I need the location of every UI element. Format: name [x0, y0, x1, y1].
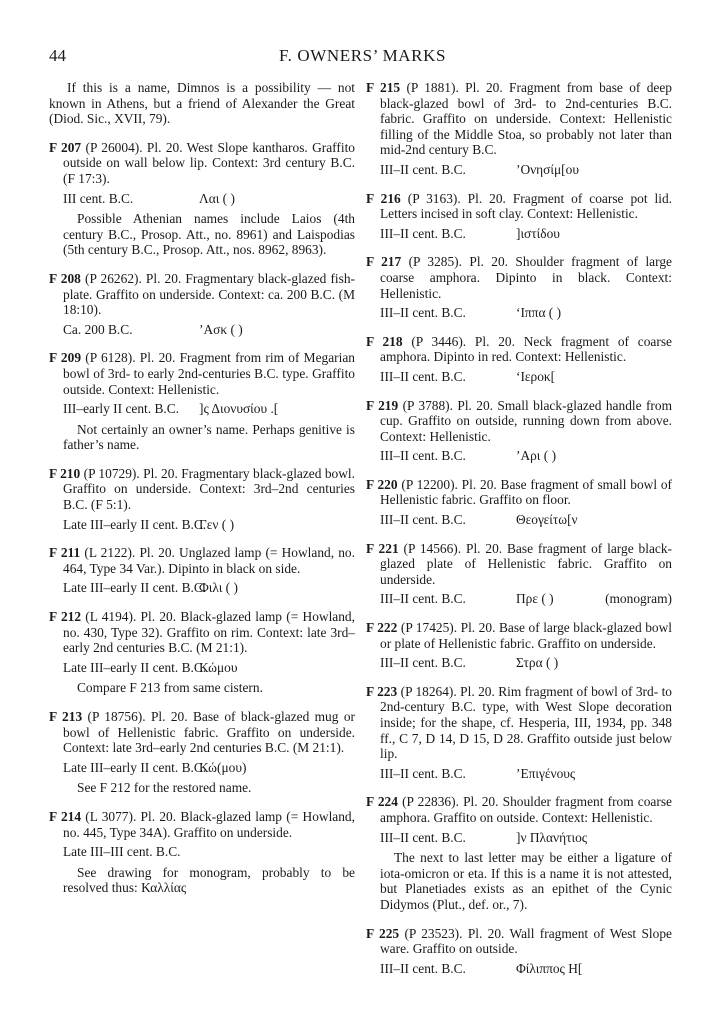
- catalogue-entry: [366, 191, 672, 242]
- entry-meta: [49, 760, 355, 776]
- entry-text: (P 18756). Pl. 20. Base of black-glazed mug or bowl of Hellenistic fabric. Graffito on underside. Context: late 3rd–early 2nd centuries B.C. (M 21:1).: [63, 709, 355, 756]
- page-number: 44: [49, 46, 66, 65]
- entry-text: (P 23523). Pl. 20. Wall fragment of West Slope ware. Graffito on outside.: [380, 925, 672, 957]
- entry-id: F 207: [49, 139, 82, 155]
- entry-inscription: ‘Ιππα ( ): [516, 305, 562, 321]
- entry-inscription: ]ς Διονυσίου .[: [199, 401, 279, 417]
- entry-meta: [366, 369, 672, 385]
- entry-note: See drawing for monogram, probably to be resolved thus: Καλλίας: [63, 864, 355, 896]
- entry-date: Late III–early II cent. B.C.: [63, 759, 207, 775]
- entry-text: (P 18264). Pl. 20. Rim fragment of bowl of 3rd- to 2nd-century B.C. type, with West Slope decoration inside; for the shape, cf. Hesperia, III, 1934, pp. 348 ff., C 7, D 14, D 15, D 28. Graffito outside just below lip.: [380, 683, 672, 762]
- catalogue-entry: [366, 334, 672, 385]
- entry-date: III–early II cent. B.C.: [63, 401, 180, 417]
- entry-inscription: Πρε ( ): [516, 591, 554, 607]
- entry-date: Ca. 200 B.C.: [63, 321, 133, 337]
- entry-id: F 213: [49, 709, 83, 724]
- entry-id: F 220: [366, 476, 398, 492]
- entry-inscription: Λαι ( ): [199, 190, 235, 206]
- entry-description: [366, 334, 672, 365]
- entry-text: (P 3788). Pl. 20. Small black-glazed handle from cup. Graffito on outside, running down from above. Context: Hellenistic.: [380, 397, 672, 444]
- entry-date: III–II cent. B.C.: [380, 765, 466, 781]
- entry-id: F 221: [366, 540, 399, 556]
- entry-description: [49, 545, 355, 576]
- entry-meta: [49, 844, 355, 860]
- catalogue-entry: [366, 541, 672, 607]
- entry-description: [49, 350, 355, 397]
- entry-text: (P 6128). Pl. 20. Fragment from rim of Megarian bowl of 3rd- to early 2nd-centuries B.C. type. Graffito outside. Context: Hellenistic.: [63, 350, 355, 397]
- catalogue-entry: [366, 398, 672, 464]
- entry-inscription: Κώμου: [199, 659, 238, 675]
- entry-date: III–II cent. B.C.: [380, 829, 466, 845]
- entry-description: [366, 80, 672, 158]
- entry-date: III–II cent. B.C.: [380, 512, 466, 528]
- catalogue-entry: [366, 254, 672, 320]
- catalogue-entry: [49, 350, 355, 453]
- entry-meta: [366, 448, 672, 464]
- entry-meta: [366, 830, 672, 846]
- catalogue-entry: [366, 620, 672, 671]
- entry-id: F 214: [49, 808, 82, 824]
- catalogue-entry: [366, 926, 672, 977]
- entry-date: III–II cent. B.C.: [380, 591, 466, 607]
- entry-text: (P 1881). Pl. 20. Fragment from base of deep black-glazed bowl of 3rd- to 2nd-centuries B.C. fabric. Graffito on underside. Context: Hellenistic filling of the Middle Stoa, so probably not later than mid-2nd century B.C.: [380, 80, 672, 158]
- entry-id: F 211: [49, 545, 81, 561]
- right-entries: [366, 80, 672, 976]
- entry-id: F 216: [366, 190, 401, 206]
- entry-note: The next to last letter may be either a ligature of iota-omicron or eta. If this is a name it is not attested, but Planetiades exists as an epithet of the Cynic Didymos (Plut., def. or., 7).: [380, 850, 672, 912]
- catalogue-entry: [366, 477, 672, 528]
- entry-id: F 218: [366, 333, 403, 349]
- entry-note: Compare F 213 from same cistern.: [77, 680, 263, 696]
- entry-text: (L 3077). Pl. 20. Black-glazed lamp (= Howland, no. 445, Type 34A). Graffito on underside.: [63, 808, 355, 840]
- entry-id: F 224: [366, 794, 398, 810]
- catalogue-entry: [366, 794, 672, 912]
- entry-inscription: ’Επιγένους: [516, 765, 576, 781]
- entry-date: Late III–early II cent. B.C.: [63, 580, 207, 596]
- entry-inscription: Στρα ( ): [516, 655, 559, 671]
- entry-date: III–II cent. B.C.: [380, 225, 466, 241]
- entry-meta: [49, 580, 355, 596]
- entry-text: (P 26004). Pl. 20. West Slope kantharos. Graffito outside on wall below lip. Context: 3rd century B.C. (F 17:3).: [63, 139, 355, 186]
- entry-date: Late III–early II cent. B.C.: [63, 659, 207, 675]
- entry-date: III–II cent. B.C.: [380, 448, 466, 464]
- entry-id: F 210: [49, 465, 81, 481]
- entry-text: (L 4194). Pl. 20. Black-glazed lamp (= Howland, no. 430, Type 32). Graffito on rim. Context: late 3rd–early 2nd centuries B.C. (M 21:1).: [63, 609, 355, 656]
- entry-id: F 215: [366, 80, 401, 95]
- entry-meta: [49, 322, 355, 338]
- entry-id: F 225: [366, 925, 400, 941]
- catalogue-entry: [49, 466, 355, 532]
- entry-description: [49, 466, 355, 513]
- entry-inscription: ]ιστίδου: [516, 225, 560, 241]
- entry-date: III–II cent. B.C.: [380, 960, 466, 976]
- entry-extra: (monogram): [605, 591, 672, 607]
- entry-meta: [49, 660, 355, 676]
- entry-description: [366, 794, 672, 825]
- entry-inscription: ]ν Πλανήτιος: [516, 829, 588, 845]
- entry-inscription: ’Ασκ ( ): [199, 321, 243, 337]
- entry-description: [366, 541, 672, 588]
- entry-id: F 222: [366, 620, 398, 636]
- left-column: [49, 80, 355, 896]
- catalogue-entry: [49, 545, 355, 596]
- entry-inscription: Φιλι ( ): [199, 580, 238, 596]
- right-column: [366, 80, 672, 976]
- entry-id: F 212: [49, 609, 82, 625]
- intro-paragraph: If this is a name, Dimnos is a possibility — not known in Athens, but a friend of Alexander the Great (Diod. Sic., XVII, 79).: [49, 80, 355, 127]
- entry-meta: [49, 401, 355, 417]
- catalogue-entry: [366, 80, 672, 178]
- entry-description: [366, 191, 672, 222]
- entry-date: Late III–III cent. B.C.: [63, 844, 181, 860]
- entry-date: III–II cent. B.C.: [380, 161, 466, 177]
- entry-meta: [366, 512, 672, 528]
- entry-text: (P 3285). Pl. 20. Shoulder fragment of large coarse amphora. Dipinto in black. Context: Hellenistic.: [380, 254, 672, 301]
- entry-meta: [366, 961, 672, 977]
- entry-id: F 223: [366, 683, 398, 699]
- entry-text: (P 3446). Pl. 20. Neck fragment of coarse amphora. Dipinto in red. Context: Hellenistic.: [380, 333, 672, 365]
- entry-meta: [366, 591, 672, 607]
- entry-meta: [366, 766, 672, 782]
- entry-meta: [49, 191, 355, 207]
- entry-description: [366, 684, 672, 762]
- entry-id: F 217: [366, 254, 402, 270]
- entry-text: (P 17425). Pl. 20. Base of large black-glazed bowl or plate of Hellenistic fabric. Graffito on underside.: [380, 620, 672, 651]
- running-title: F. OWNERS’ MARKS: [278, 46, 447, 65]
- entry-description: [366, 254, 672, 301]
- entry-date: III cent. B.C.: [63, 190, 134, 206]
- entry-meta: [366, 305, 672, 321]
- entry-id: F 208: [49, 270, 81, 286]
- catalogue-entry: [49, 709, 355, 796]
- entry-id: F 209: [49, 350, 82, 366]
- entry-id: F 219: [366, 397, 399, 413]
- entry-text: (P 22836). Pl. 20. Shoulder fragment from coarse amphora. Graffito on outside. Context: Hellenistic.: [380, 794, 672, 825]
- entry-description: [49, 140, 355, 187]
- catalogue-entry: [49, 140, 355, 258]
- entry-description: [49, 271, 355, 318]
- entry-text: (P 10729). Pl. 20. Fragmentary black-glazed bowl. Graffito on underside. Context: 3rd–2nd centuries B.C. (F 5:1).: [63, 465, 355, 513]
- entry-inscription: Θεογείτω[ν: [516, 512, 578, 528]
- entry-inscription: ‘Ιεροκ[: [516, 368, 556, 384]
- entry-date: III–II cent. B.C.: [380, 305, 466, 321]
- catalogue-entry: [49, 271, 355, 337]
- entry-text: (L 2122). Pl. 20. Unglazed lamp (= Howland, no. 464, Type 34 Var.). Dipinto in black on side.: [63, 545, 355, 576]
- catalogue-entry: [366, 684, 672, 782]
- entry-meta: [49, 517, 355, 533]
- entry-description: [366, 477, 672, 508]
- entry-inscription: ’Ονησίμ[ου: [516, 161, 579, 177]
- entry-note: Possible Athenian names include Laios (4th century B.C., Prosop. Att., no. 8961) and Laispodias (5th century B.C., Prosop. Att., nos. 8962, 8963).: [63, 211, 355, 258]
- entry-description: [49, 809, 355, 840]
- entry-inscription: Κώ(μου): [199, 759, 247, 775]
- catalogue-entry: [49, 809, 355, 896]
- entry-meta: [366, 226, 672, 242]
- entry-inscription: ’Αρι ( ): [516, 448, 557, 464]
- entry-note: Not certainly an owner’s name. Perhaps genitive is father’s name.: [63, 421, 355, 453]
- left-entries: [49, 140, 355, 896]
- entry-text: (P 12200). Pl. 20. Base fragment of small bowl of Hellenistic fabric. Graffito on floor.: [380, 476, 672, 508]
- entry-note: See F 212 for the restored name.: [77, 780, 252, 796]
- entry-date: III–II cent. B.C.: [380, 655, 466, 671]
- entry-text: (P 14566). Pl. 20. Base fragment of large black-glazed plate of Hellenistic fabric. Graffito on underside.: [380, 540, 672, 587]
- entry-description: [49, 609, 355, 656]
- entry-date: III–II cent. B.C.: [380, 368, 466, 384]
- entry-meta: [366, 655, 672, 671]
- entry-text: (P 3163). Pl. 20. Fragment of coarse pot lid. Letters incised in soft clay. Context: Hellenistic.: [380, 190, 673, 222]
- entry-description: [366, 398, 672, 445]
- entry-inscription: Γεν ( ): [199, 516, 235, 532]
- entry-inscription: Φίλιππος Η[: [516, 960, 583, 976]
- entry-description: [366, 620, 672, 651]
- entry-date: Late III–early II cent. B.C.: [63, 516, 207, 532]
- entry-description: [49, 709, 355, 756]
- entry-meta: [366, 162, 672, 178]
- entry-description: [366, 926, 672, 957]
- entry-text: (P 26262). Pl. 20. Fragmentary black-glazed fish-plate. Graffito on underside. Context: ca. 200 B.C. (M 18:10).: [63, 270, 355, 318]
- catalogue-entry: [49, 609, 355, 696]
